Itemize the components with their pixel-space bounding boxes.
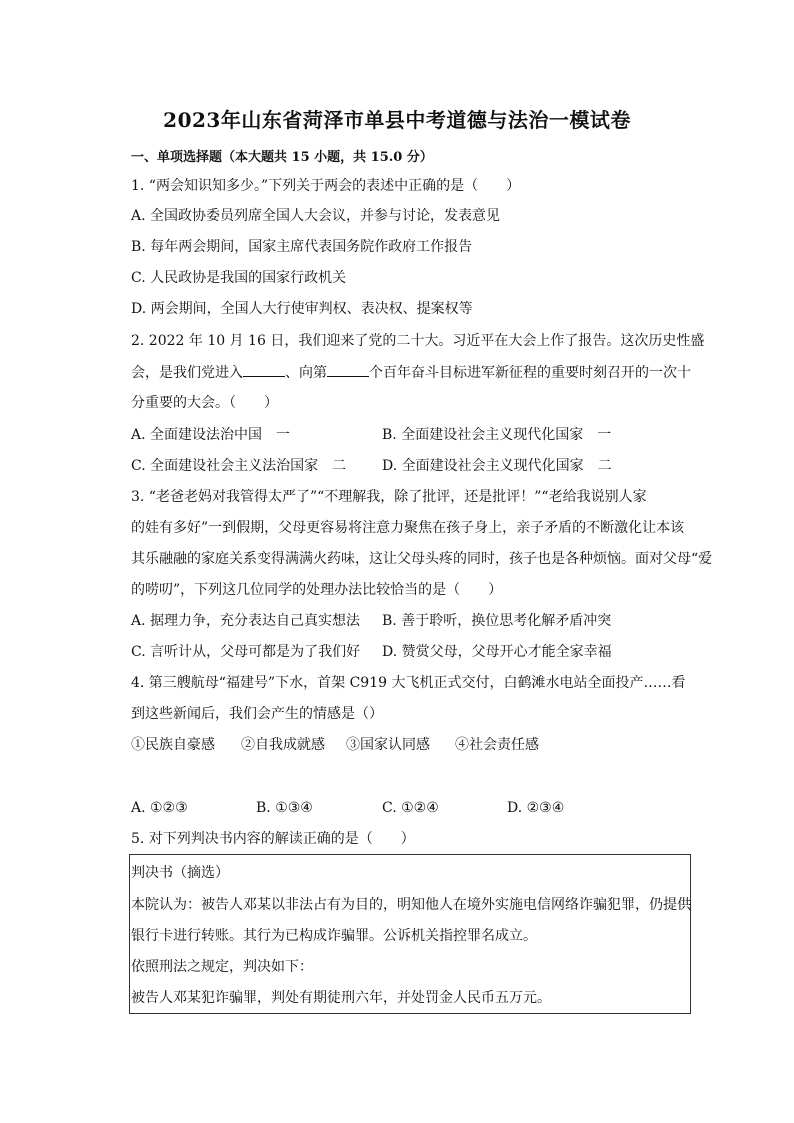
question-2-option-b: B. 全面建设社会主义现代化国家 一 — [382, 427, 612, 443]
question-2-text-c: 个百年奋斗目标进军新征程的重要时刻召开的一次十 — [369, 365, 691, 381]
question-4-option-d: D. ②③④ — [507, 800, 565, 816]
question-4-item-1: ①民族自豪感 — [131, 737, 215, 753]
question-2-stem-line-2 — [131, 362, 691, 383]
judgment-excerpt-box — [129, 854, 691, 1014]
question-3-option-d: D. 赞赏父母，父母开心才能全家幸福 — [382, 644, 612, 660]
question-2-text-a: 会，是我们党进入 — [131, 365, 243, 381]
question-3-stem-line-2: 的娃有多好”一到假期，父母更容易将注意力聚焦在孩子身上，亲子矛盾的不断激化让本该 — [131, 520, 685, 536]
question-2-stem-line-3: 分重要的大会。（ ） — [131, 395, 278, 411]
question-1-option-a: A. 全国政协委员列席全国人大会议，并参与讨论，发表意见 — [131, 208, 501, 224]
question-1-option-b: B. 每年两会期间，国家主席代表国务院作政府工作报告 — [131, 239, 473, 255]
judgment-line: 本院认为：被告人邓某以非法占有为目的，明知他人在境外实施电信网络诈骗犯罪，仍提供 — [131, 897, 691, 913]
question-1-stem: 1. “两会知识知多少。”下列关于两会的表述中正确的是（ ） — [131, 178, 521, 194]
question-4-item-4: ④社会责任感 — [455, 737, 539, 753]
judgment-heading: 判决书（摘选） — [131, 865, 229, 881]
question-4-stem-line-2: 到这些新闻后，我们会产生的情感是（） — [131, 706, 383, 722]
question-4-option-a: A. ①②③ — [131, 800, 188, 816]
question-2-stem-line-1: 2. 2022 年 10 月 16 日，我们迎来了党的二十大。习近平在大会上作了报告。这次历史性盛 — [131, 333, 705, 349]
answer-blank — [243, 362, 285, 377]
question-3-option-c: C. 言听计从，父母可都是为了我们好 — [131, 644, 361, 660]
question-3-stem-line-4: 的唠叨”，下列这几位同学的处理办法比较恰当的是（ ） — [131, 582, 503, 598]
section-heading: 一、单项选择题（本大题共 15 小题，共 15.0 分） — [131, 150, 433, 165]
judgment-line: 被告人邓某犯诈骗罪，判处有期徒刑六年，并处罚金人民币五万元。 — [131, 990, 551, 1006]
question-2-option-c: C. 全面建设社会主义法治国家 二 — [131, 458, 347, 474]
question-3-stem-line-1: 3. “老爸老妈对我管得太严了”“不理解我，除了批评，还是批评！”“老给我说别人家 — [131, 489, 647, 505]
question-5-stem: 5. 对下列判决书内容的解读正确的是（ ） — [131, 831, 415, 847]
judgment-line: 依照刑法之规定，判决如下： — [131, 959, 313, 975]
question-2-option-d: D. 全面建设社会主义现代化国家 二 — [382, 458, 612, 474]
question-1-option-d: D. 两会期间，全国人大行使审判权、表决权、提案权等 — [131, 301, 473, 317]
question-2-text-b: 、向第 — [285, 365, 327, 381]
question-3-option-b: B. 善于聆听，换位思考化解矛盾冲突 — [382, 613, 612, 629]
question-1-option-c: C. 人民政协是我国的国家行政机关 — [131, 270, 347, 286]
question-4-item-2: ②自我成就感 — [241, 737, 325, 753]
question-3-option-a: A. 据理力争，充分表达自己真实想法 — [131, 613, 361, 629]
question-4-option-c: C. ①②④ — [382, 800, 439, 816]
question-4-option-b: B. ①③④ — [256, 800, 313, 816]
judgment-line: 银行卡进行转账。其行为已构成诈骗罪。公诉机关指控罪名成立。 — [131, 928, 537, 944]
question-4-stem-line-1: 4. 第三艘航母“福建号”下水，首架 C919 大飞机正式交付，白鹤滩水电站全面投产……看 — [131, 675, 686, 691]
question-2-option-a: A. 全面建设法治中国 一 — [131, 427, 291, 443]
page-title: 2023年山东省菏泽市单县中考道德与法治一模试卷 — [163, 108, 631, 132]
question-4-item-3: ③国家认同感 — [346, 737, 430, 753]
question-3-stem-line-3: 其乐融融的家庭关系变得满满火药味，这让父母头疼的同时，孩子也是各种烦恼。面对父母“爱 — [131, 551, 713, 567]
answer-blank — [327, 362, 369, 377]
